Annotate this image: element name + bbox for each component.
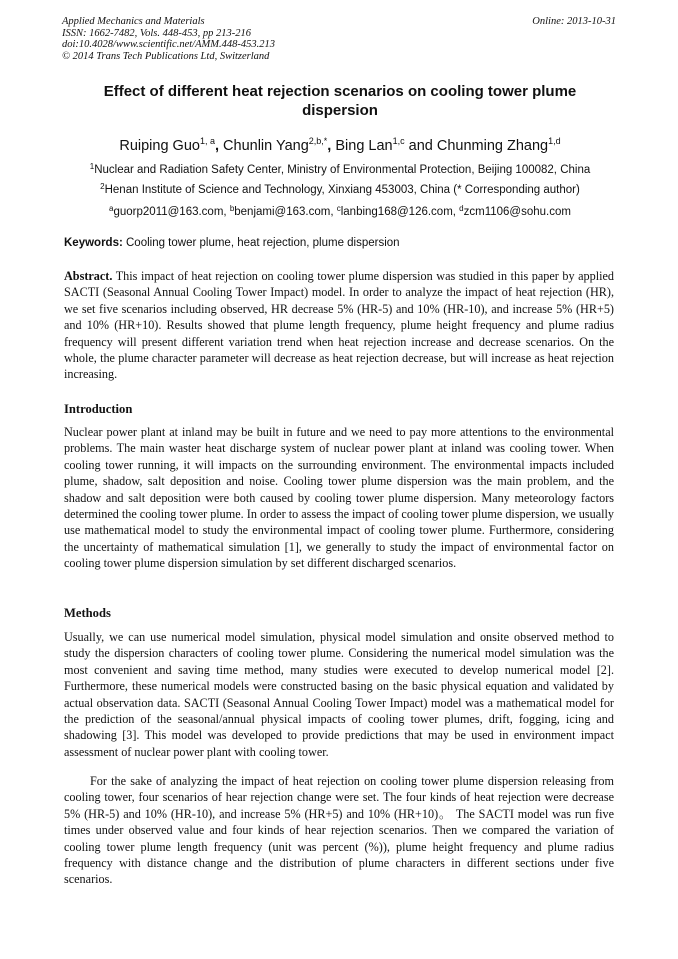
affiliation-2 [40,180,640,197]
author-name: Bing Lan [335,138,393,154]
author-superscript: 1,c [392,136,405,146]
author-superscript: 1,d [548,136,561,146]
author-list: Ruiping Guo$^{1, a}$, Chunlin Yang$^{2,b,*}$, Bing Lan$^{1,c}$ and Chunming Zhang$^{1,d}$ [119,136,561,154]
abstract-text: This impact of heat rejection on cooling tower plume dispersion was studied in this paper by applied SACTI (Seasonal Annual Cooling Tower Impact) model. In order to analyze the impact of heat rejection (HR), we set five scenarios including observed, HR decrease 5% (HR-5) and 10% (HR-10), and increase 5% (HR+5) and 10% (HR+10). Results showed that plume length frequency, plume height frequency and plume radius frequency will present different variation trend when heat rejection increase and decrease scenarios. On the whole, the plume character parameter will decrease as heat rejection decrease, but will increase as heat rejection increasing. [64,269,614,382]
email-marker: a [109,204,114,213]
journal-name: Applied Mechanics and Materials [62,16,205,27]
methods-paragraph-2: For the sake of analyzing the impact of heat rejection on cooling tower plume dispersion releasing from cooling tower, four scenarios of hear rejection change were set. The four kinds of heat rejection were decrease 5% (HR-5) and 10% (HR-10), and increase 5% (HR+5) and 10% (HR+10)。 The SACTI model was run five times under observed value and four kinds of hear rejection scenarios. Then we compared the variation of cooling tower plume length frequency (unit was percent (%)), plume height frequency and plume radius frequency with distance change and the distribution of plume characters in different sections under five scenarios. [64,774,614,887]
methods-paragraph-1: Usually, we can use numerical model simulation, physical model simulation and onsite observed method to study the dispersion characters of cooling tower plume. Considering the numerical model simulation was the most convenient and saving time method, many studies were executed to develop numerical model [2]. Furthermore, these numerical models were constructed basing on the basic physical equation and validated by actual observation data. SACTI (Seasonal Annual Cooling Tower Impact) model was a mathematical model for the prediction of the seasonal/annual physical impacts of cooling tower plumes, drift, fogging, icing and shadowing [3]. This model was developed to provide predictions that may be used in environment impact assessment of nuclear power plant with cooling tower. [64,630,614,759]
online-date: Online: 2013-10-31 [532,16,616,27]
author-name: Ruiping Guo [119,138,200,154]
keywords [64,237,614,249]
affiliation-text: Henan Institute of Science and Technology, Xinxiang 453003, China (* Corresponding author) [104,184,580,196]
doi-line: doi:10.4028/www.scientific.net/AMM.448-453.213 [62,39,275,50]
email-address: guorp2011@163.com, [113,206,230,218]
author-emails [40,202,640,219]
author-name: Chunming Zhang [436,138,549,154]
journal-header [62,16,618,62]
abstract-label: Abstract. [64,269,113,283]
affiliation-marker: 2 [100,182,105,191]
introduction-heading: Introduction [64,402,133,416]
email-marker: c [336,204,341,213]
email-address: lanbing168@126.com, [340,206,460,218]
affiliation-marker: 1 [89,162,95,171]
introduction-text: Nuclear power plant at inland may be built in future and we need to pay more attentions to the environmental problems. The main waster heat discharge system of nuclear power plant at inland was cooling tower. When cooling tower running, it will impacts on the surrounding environment. The environmental impacts included plume, shadow, salt deposition and noise. Cooling tower plume dispersion was the main problem, and the shadow and salt deposition were both caused by cooling tower plume dispersion. Many meteorology factors determined the cooling tower plume. In order to assess the impact of cooling tower plume dispersion, we usually use mathematical model to study the environmental impact of cooling tower plume. Furthermore, considering the uncertainty of mathematical simulation [1], we generally to study the impact of environmental factor on cooling tower plume dispersion simulation by set different discharged scenarios. [64,425,614,571]
abstract [64,268,614,383]
paper-title: Effect of different heat rejection scenarios on cooling tower plume dispersion [103,83,577,119]
methods-heading: Methods [64,606,111,620]
author-name: Chunlin Yang [223,138,309,154]
affiliation-1 [40,160,640,177]
keywords-label: Keywords: [64,237,123,249]
email-address: zcm1106@sohu.com [463,206,571,218]
email-address: benjami@163.com, [234,206,337,218]
copyright-line: © 2014 Trans Tech Publications Ltd, Switzerland [62,50,270,62]
email-marker: b [229,204,235,213]
author-superscript: 1, a [199,136,215,146]
keywords-text: Cooling tower plume, heat rejection, plume dispersion [122,237,400,249]
affiliation-text: Nuclear and Radiation Safety Center, Ministry of Environmental Protection, Beijing 100082, China [94,164,591,176]
issn-line: ISSN: 1662-7482, Vols. 448-453, pp 213-216 [62,27,251,39]
email-marker: d [459,204,464,213]
author-superscript: 2,b,* [308,136,328,146]
